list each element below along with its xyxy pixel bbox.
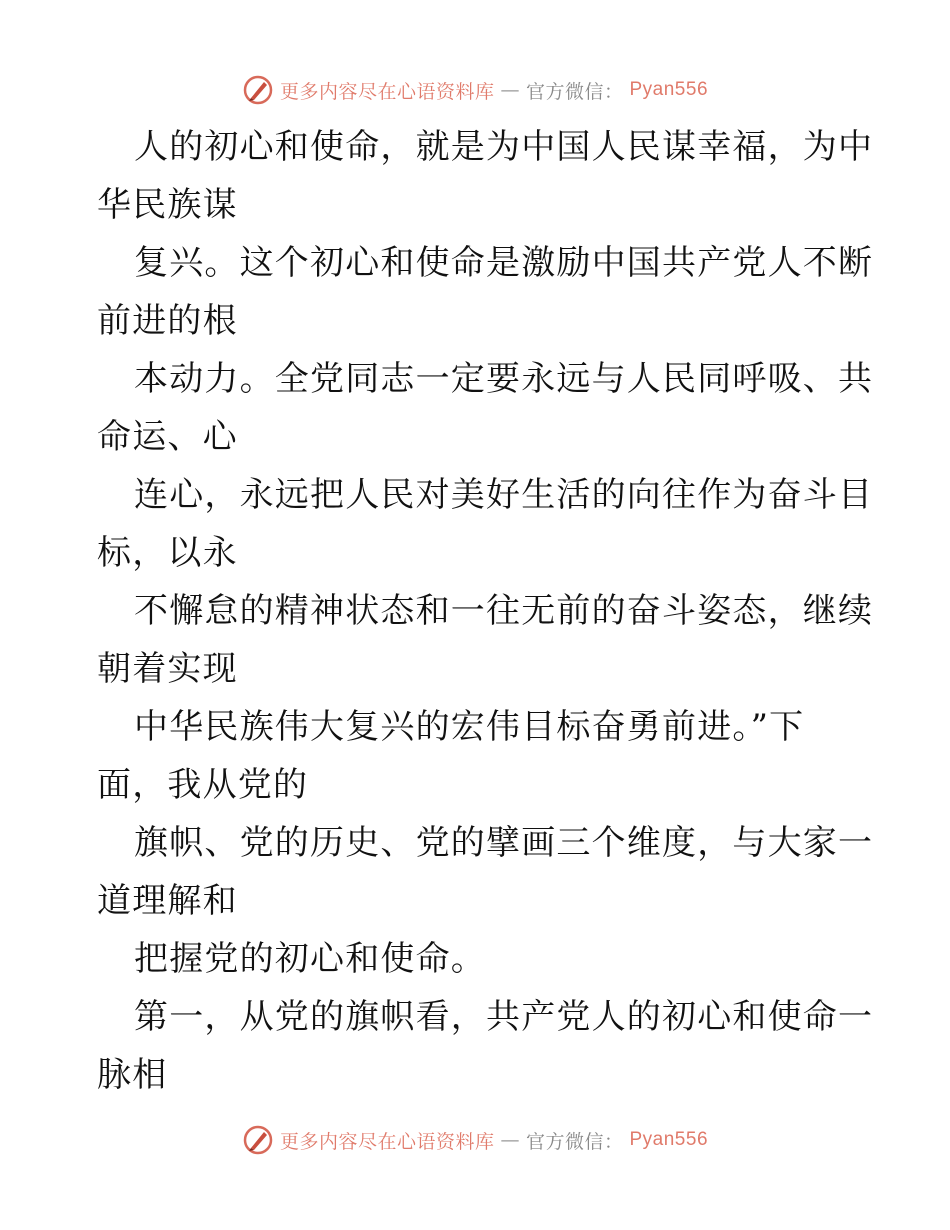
body-line: 旗帜、党的历史、党的擘画三个维度，与大家一 — [134, 823, 874, 863]
watermark-separator: — — [500, 79, 520, 101]
body-line: 朝着实现 — [97, 649, 238, 689]
body-line: 标，以永 — [97, 533, 238, 573]
footer-watermark — [0, 1120, 950, 1160]
body-line: 人的初心和使命，就是为中国人民谋幸福，为中 — [134, 127, 874, 167]
watermark-sub-text: 官方微信： — [525, 1130, 624, 1153]
body-line: 本动力。全党同志一定要永远与人民同呼吸、共 — [134, 359, 874, 399]
body-line: 复兴。这个初心和使命是激励中国共产党人不断 — [134, 243, 874, 283]
body-line: 华民族谋 — [97, 185, 238, 225]
header-watermark — [0, 70, 950, 110]
watermark-separator: — — [500, 1129, 520, 1151]
body-line: 脉相 — [97, 1055, 168, 1095]
watermark-main-text: 更多内容尽在心语资料库 — [279, 80, 495, 103]
watermark-sub-text: 官方微信： — [525, 80, 624, 103]
body-line: 面，我从党的 — [97, 765, 309, 805]
watermark-wechat-id: Pyan556 — [629, 79, 709, 100]
body-line: 中华民族伟大复兴的宏伟目标奋勇前进。”下 — [134, 707, 805, 747]
body-line: 把握党的初心和使命。 — [134, 939, 486, 979]
body-line: 命运、心 — [97, 417, 238, 457]
body-line: 连心，永远把人民对美好生活的向往作为奋斗目 — [134, 475, 874, 515]
document-body — [97, 118, 874, 1104]
body-line: 不懈怠的精神状态和一往无前的奋斗姿态，继续 — [134, 591, 874, 631]
quill-pen-circle-icon — [242, 1124, 274, 1156]
body-line: 道理解和 — [97, 881, 238, 921]
watermark-wechat-id: Pyan556 — [629, 1129, 709, 1150]
quill-pen-circle-icon — [242, 74, 274, 106]
body-line: 第一，从党的旗帜看，共产党人的初心和使命一 — [134, 997, 874, 1037]
body-line: 前进的根 — [97, 301, 238, 341]
watermark-main-text: 更多内容尽在心语资料库 — [279, 1130, 495, 1153]
